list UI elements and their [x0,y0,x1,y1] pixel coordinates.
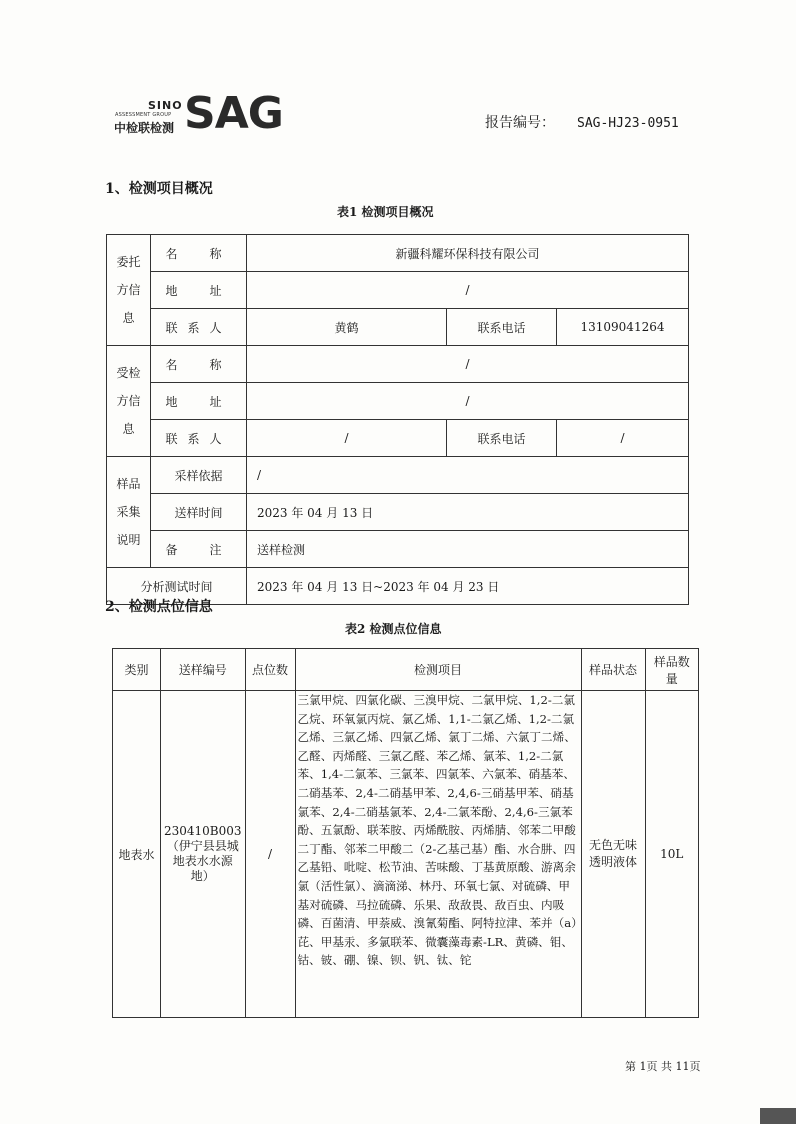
project-overview-table [106,234,689,605]
report-number-value: SAG-HJ23-0951 [577,116,679,131]
client-phone: 13109041264 [557,309,689,346]
inspected-contact: / [247,420,447,457]
delivery-time-label: 送样时间 [151,494,247,531]
row-state: 无色无味透明液体 [581,691,645,1018]
inspected-name: / [247,346,689,383]
scan-edge-shadow [760,1108,796,1124]
client-address: / [247,272,689,309]
remark-label: 备 注 [151,531,247,568]
logo-sag: SAG [184,88,283,139]
table-1-caption: 表1 检测项目概况 [337,205,434,219]
col-category: 类别 [113,649,161,691]
logo-sino-text: SINO [148,99,183,112]
table-2-caption: 表2 检测点位信息 [345,622,442,636]
logo-subtitle: ASSESSMENT GROUP [115,112,172,118]
table-row [113,691,699,1018]
sampling-basis: / [247,457,689,494]
client-contact: 黄鹤 [247,309,447,346]
section-2-heading: 2、检测点位信息 [105,599,213,615]
sampling-point-table [112,648,699,1018]
inspected-address: / [247,383,689,420]
page-number: 第 1页 共 11页 [625,1060,701,1073]
client-group-label: 委托方信息 [107,235,151,346]
client-name: 新疆科耀环保科技有限公司 [247,235,689,272]
inspected-address-label: 地 址 [151,383,247,420]
sampling-basis-label: 采样依据 [151,457,247,494]
remark: 送样检测 [247,531,689,568]
col-sample-id: 送样编号 [161,649,246,691]
sampling-group-label: 样品采集说明 [107,457,151,568]
table-header-row [113,649,699,691]
inspected-contact-label: 联系人 [151,420,247,457]
col-points: 点位数 [245,649,295,691]
report-number-label: 报告编号： [485,115,555,131]
delivery-time: 2023 年 04 月 13 日 [247,494,689,531]
row-quantity: 10L [645,691,698,1018]
row-items: 三氯甲烷、四氯化碳、三溴甲烷、二氯甲烷、1,2-二氯乙烷、环氧氯丙烷、氯乙烯、1,1-二氯乙烯、1,2-二氯乙烯、三氯乙烯、四氯乙烯、氯丁二烯、六氯丁二烯、乙醛、丙烯醛、三氯乙醛、苯乙烯、氯苯、1,2-二氯苯、1,4-二氯苯、三氯苯、四氯苯、六氯苯、硝基苯、二硝基苯、2,4-二硝基甲苯、2,4,6-三硝基甲苯、硝基氯苯、2,4-二硝基氯苯、2,4-二氯苯酚、2,4,6-三氯苯酚、五氯酚、联苯胺、丙烯酰胺、丙烯腈、邻苯二甲酸二丁酯、邻苯二甲酸二（2-乙基己基）酯、水合肼、四乙基铅、吡啶、松节油、苦味酸、丁基黄原酸、游离余氯（活性氯）、滴滴涕、林丹、环氧七氯、对硫磷、甲基对硫磷、马拉硫磷、乐果、敌敌畏、敌百虫、内吸磷、百菌清、甲萘威、溴氰菊酯、阿特拉津、苯并（a）芘、甲基汞、多氯联苯、微囊藻毒素-LR、黄磷、钼、钴、铍、硼、镍、钡、钒、钛、铊 [295,691,581,1018]
logo-chinese-name: 中检联检测 [114,121,175,135]
report-number [485,112,679,132]
col-items: 检测项目 [295,649,581,691]
section-1-heading: 1、检测项目概况 [105,181,213,197]
inspected-phone-label: 联系电话 [447,420,557,457]
col-state: 样品状态 [581,649,645,691]
client-name-label: 名 称 [151,235,247,272]
row-points: / [245,691,295,1018]
analysis-time: 2023 年 04 月 13 日~2023 年 04 月 23 日 [247,568,689,605]
row-category: 地表水 [113,691,161,1018]
row-sample-id: 230410B003（伊宁县县城地表水水源地） [161,691,246,1018]
client-contact-label: 联系人 [151,309,247,346]
analysis-time-label: 分析测试时间 [107,568,247,605]
client-address-label: 地 址 [151,272,247,309]
inspected-phone: / [557,420,689,457]
inspected-name-label: 名 称 [151,346,247,383]
inspected-group-label: 受检方信息 [107,346,151,457]
col-quantity: 样品数量 [645,649,698,691]
client-phone-label: 联系电话 [447,309,557,346]
